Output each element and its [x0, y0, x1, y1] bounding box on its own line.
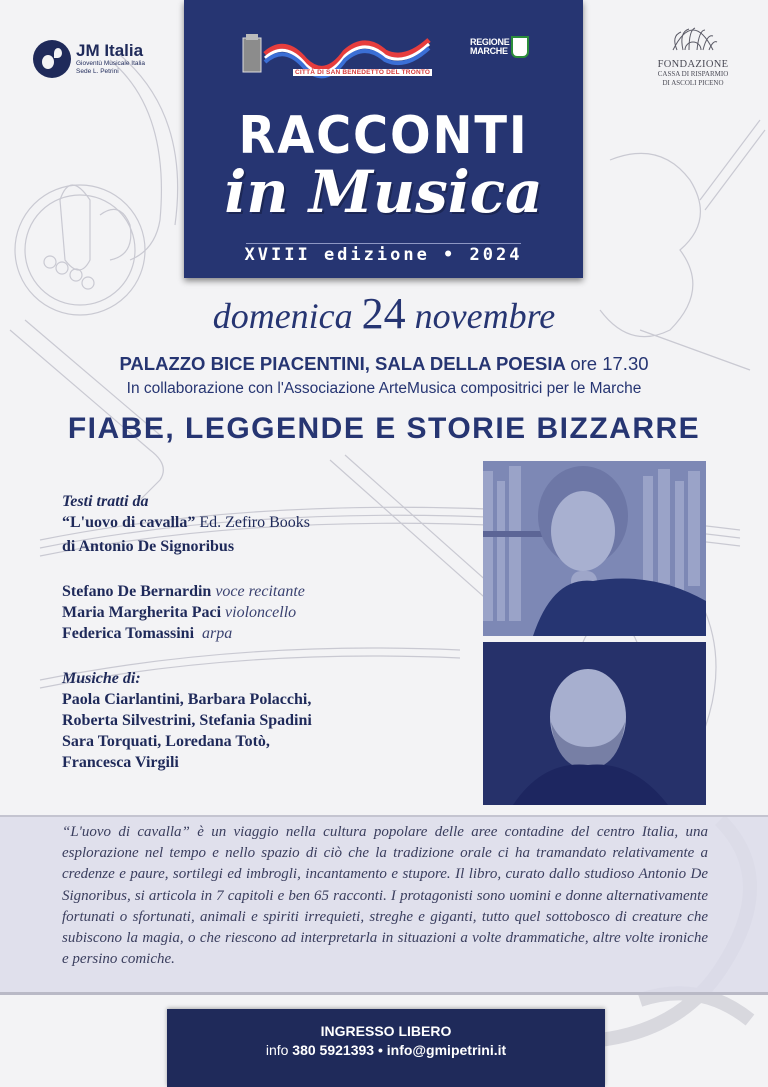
event-day: 24 — [361, 289, 406, 338]
narrator-photo — [483, 642, 706, 805]
regione-line2: MARCHE — [470, 46, 508, 56]
admission-label: INGRESSO LIBERO — [320, 1023, 452, 1039]
jm-logo-line2: Sede L. Petrini — [76, 68, 119, 75]
jm-logo-line1: Gioventù Musicale Italia — [76, 60, 146, 67]
regione-line1: REGIONE — [470, 37, 510, 47]
footer-box — [167, 1009, 605, 1087]
jm-logo-title: JM Italia — [76, 41, 144, 60]
phone-number[interactable]: 380 5921393 — [292, 1042, 375, 1058]
venue-name: PALAZZO BICE PIACENTINI, SALA DELLA POESIA — [119, 353, 566, 374]
info-label: info — [265, 1042, 289, 1058]
festival-subtitle: in Musica — [224, 158, 543, 226]
collaboration-note: In collaborazione con l'Associazione ArteMusica compositrici per le Marche — [126, 380, 642, 397]
fondazione-logo — [643, 24, 743, 88]
festival-title: RACCONTI — [238, 106, 529, 166]
composers-line: Roberta Silvestrini, Stefania Spadini — [62, 712, 312, 729]
performer-name: Maria Margherita Paci — [62, 604, 222, 621]
fondazione-line1: CASSA DI RISPARMIO — [657, 70, 729, 78]
book-publisher: Ed. Zefiro Books — [199, 514, 311, 531]
fondazione-line2: DI ASCOLI PICENO — [662, 79, 724, 87]
performer-name: Federica Tomassini — [62, 625, 195, 642]
book-title: “L'uovo di cavalla” — [62, 514, 196, 531]
header-box — [184, 0, 583, 278]
performer-role: arpa — [202, 625, 233, 642]
music-label: Musiche di: — [62, 670, 141, 687]
performer — [62, 602, 462, 623]
event-time: ore 17.30 — [570, 353, 649, 374]
performer-role: voce recitante — [215, 583, 305, 600]
regione-marche-logo — [470, 36, 529, 58]
city-logo-text: CITTÀ DI SAN BENEDETTO DEL TRONTO — [295, 69, 431, 76]
event-month: novembre — [414, 296, 556, 336]
book-description: “L'uovo di cavalla” è un viaggio nella cultura popolare delle aree contadine del centro Italia, una esplorazione nel tempo e nello spazio di ciò che la tradizione orale ci ha tramandato relativamente a credenze e paure, sortilegi ed imbrogli, incantamento e stupore. Il libro, curato dallo studioso Antonio De Signoribus, si articola in 7 capitoli e ben 65 racconti. I protagonisti sono uomini e donne alternativamente fortunati o sfortunati, animali e spiriti irrequieti, streghe e giganti, tutto quel sottobosco di creature che subiscono la magia, o che riescono ad interpretarla in situazioni a volte drammatiche, altre volte ironiche e persino comiche. — [62, 824, 708, 968]
composers-line: Sara Torquati, Loredana Totò, — [62, 733, 270, 750]
show-title: FIABE, LEGGENDE E STORIE BIZZARRE — [67, 412, 701, 445]
event-weekday: domenica — [212, 296, 353, 336]
composers-line: Paola Ciarlantini, Barbara Polacchi, — [62, 691, 312, 708]
composers-line: Francesca Virgili — [62, 754, 179, 771]
event-date — [0, 288, 768, 339]
performer — [62, 581, 462, 602]
contact-info — [167, 1042, 605, 1058]
credits — [62, 491, 462, 773]
texts-label: Testi tratti da — [62, 493, 149, 510]
regione-shield-icon — [511, 36, 529, 58]
separator: • — [377, 1042, 383, 1058]
performer — [62, 623, 462, 644]
jm-logo-icon — [33, 40, 71, 78]
performer-role: violoncello — [225, 604, 297, 621]
email-link[interactable]: info@gmipetrini.it — [386, 1042, 507, 1058]
festival-edition: XVIII edizione • 2024 — [244, 245, 523, 265]
jm-italia-logo — [33, 40, 145, 78]
title-divider — [246, 243, 521, 244]
performer-name: Stefano De Bernardin — [62, 583, 212, 600]
author-photo — [483, 461, 706, 636]
fan-icon — [667, 24, 719, 52]
event-venue — [0, 353, 768, 375]
book-author: di Antonio De Signoribus — [62, 538, 235, 555]
fondazione-title: FONDAZIONE — [657, 59, 729, 70]
